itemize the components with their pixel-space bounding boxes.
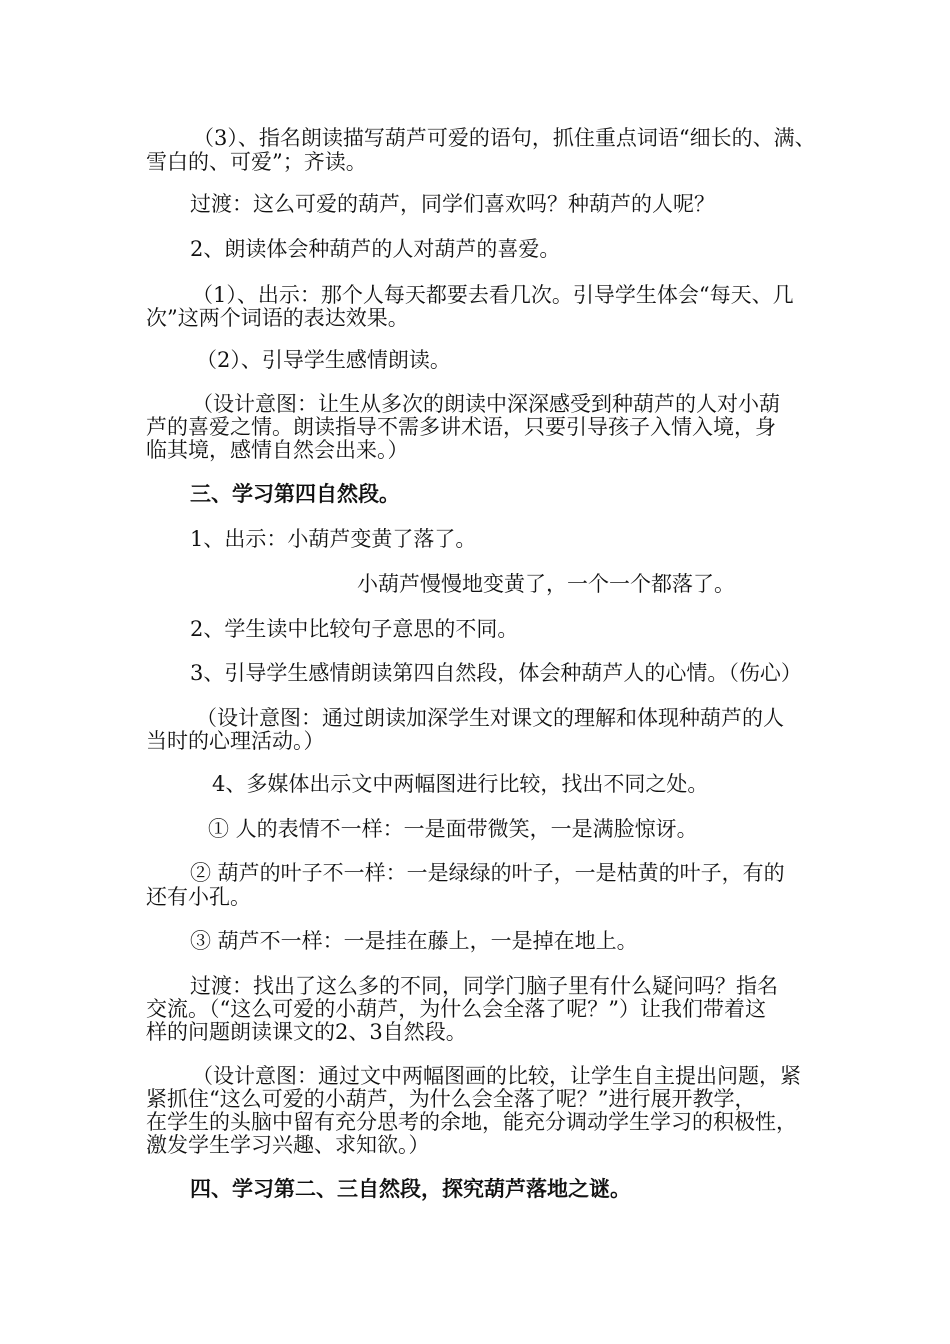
paragraph-design-intent-3-line1: （设计意图：通过文中两幅图画的比较，让学生自主提出问题，紧 [192,1064,801,1088]
paragraph-design-intent-1-line2: 芦的喜爱之情。朗读指导不需多讲术语，只要引导孩子入情入境，身 [146,415,776,439]
paragraph-step3-line2: 雪白的、可爱”；齐读。 [146,150,367,174]
paragraph-point-3-read: 3、引导学生感情朗读第四自然段，体会种葫芦人的心情。（伤心） [190,661,802,685]
paragraph-design-intent-3-line2: 紧抓住“这么可爱的小葫芦，为什么会全落了呢？”进行展开教学， [146,1087,756,1111]
section-heading-4: 四、学习第二、三自然段，探究葫芦落地之谜。 [190,1176,631,1201]
paragraph-transition-2-line2: 交流。（“这么可爱的小葫芦，为什么会全落了呢？”）让我们带着这 [146,997,766,1021]
paragraph-transition-1: 过渡：这么可爱的葫芦，同学们喜欢吗？种葫芦的人呢？ [190,192,715,216]
paragraph-point-4-media: 4、多媒体出示文中两幅图进行比较，找出不同之处。 [212,772,709,796]
section-heading-3: 三、学习第四自然段。 [190,481,400,506]
paragraph-step3-line1: （3）、指名朗读描写葫芦可爱的语句，抓住重点词语“细长的、满、 [193,126,816,150]
paragraph-sub-1-line1: （1）、出示：那个人每天都要去看几次。引导学生体会“每天、几 [192,283,794,307]
paragraph-diff-2-line1: ② 葫芦的叶子不一样：一是绿绿的叶子，一是枯黄的叶子，有的 [190,861,785,885]
paragraph-point-2: 2、朗读体会种葫芦的人对葫芦的喜爱。 [190,237,561,261]
paragraph-diff-3: ③ 葫芦不一样：一是挂在藤上，一是掉在地上。 [190,929,638,953]
paragraph-design-intent-2-line1: （设计意图：通过朗读加深学生对课文的理解和体现种葫芦的人 [196,706,784,730]
paragraph-diff-1: ① 人的表情不一样：一是面带微笑，一是满脸惊讶。 [208,817,698,841]
paragraph-show-sentence: 小葫芦慢慢地变黄了，一个一个都落了。 [357,572,735,596]
paragraph-transition-2-line3: 样的问题朗读课文的2、3自然段。 [146,1020,467,1044]
paragraph-design-intent-3-line4: 激发学生学习兴趣、求知欲。） [146,1133,430,1157]
paragraph-design-intent-1-line1: （设计意图：让生从多次的朗读中深深感受到种葫芦的人对小葫 [192,392,780,416]
paragraph-sub-2: （2）、引导学生感情朗读。 [196,348,451,372]
paragraph-point-2-compare: 2、学生读中比较句子意思的不同。 [190,617,519,641]
paragraph-design-intent-2-line2: 当时的心理活动。） [146,729,325,753]
paragraph-design-intent-3-line3: 在学生的头脑中留有充分思考的余地，能充分调动学生学习的积极性， [146,1110,797,1134]
paragraph-point-1-show: 1、出示：小葫芦变黄了落了。 [190,527,477,551]
paragraph-sub-1-line2: 次”这两个词语的表达效果。 [146,306,409,330]
paragraph-transition-2-line1: 过渡：找出了这么多的不同，同学门脑子里有什么疑问吗？指名 [190,974,778,998]
paragraph-design-intent-1-line3: 临其境，感情自然会出来。） [146,438,409,462]
paragraph-diff-2-line2: 还有小孔。 [146,885,251,909]
